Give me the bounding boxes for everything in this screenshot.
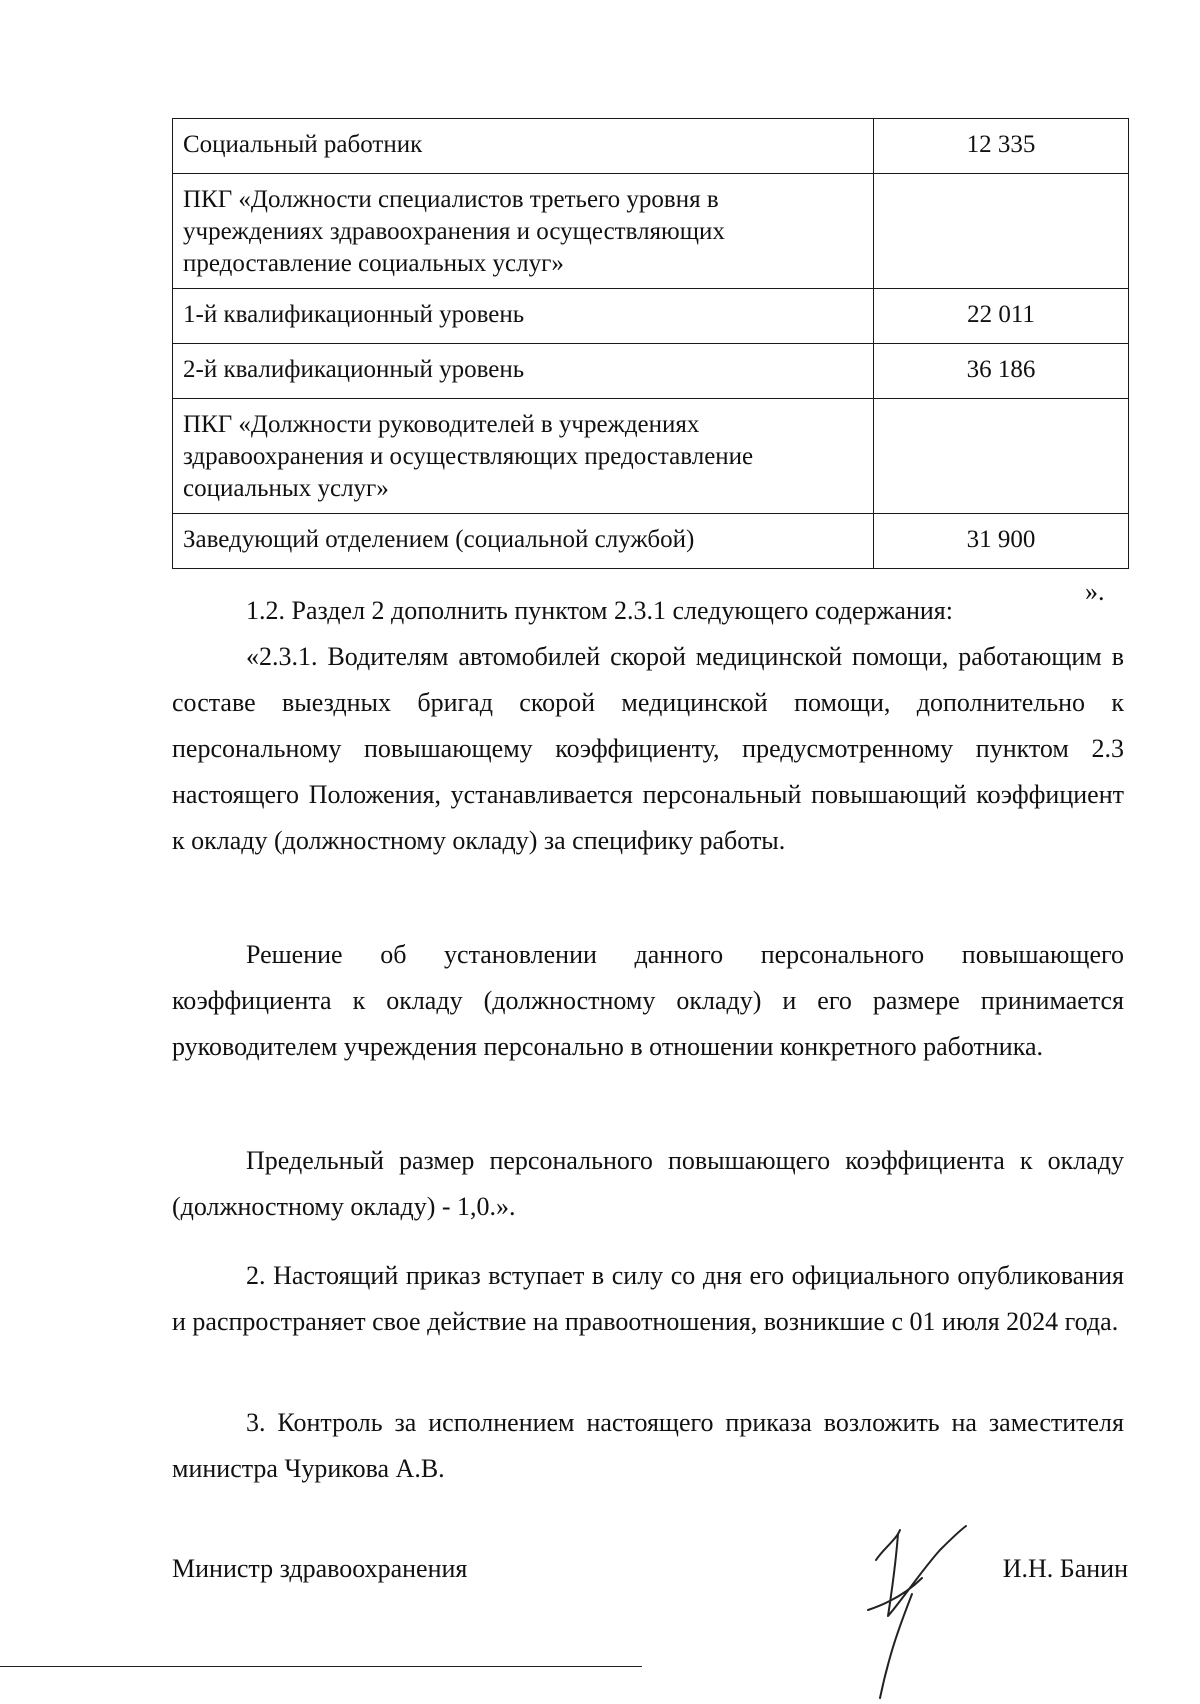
table-row (173, 289, 1129, 344)
signature-row (172, 1554, 1128, 1594)
table-row-group-header (173, 399, 1129, 514)
position-name: 1-й квалификационный уровень (173, 289, 874, 344)
table-row (173, 514, 1129, 569)
salary-value: 12 335 (874, 119, 1129, 174)
salary-value: 36 186 (874, 344, 1129, 399)
salary-value: 31 900 (874, 514, 1129, 569)
group-name: ПКГ «Должности руководителей в учреждениях здравоохранения и осуществляющих предоставление социальных услуг» (173, 399, 874, 514)
paragraph-effective-date: 2. Настоящий приказ вступает в силу со дня его официального опубликования и распространяет свое действие на правоотношения, возникшие с 01 июля 2024 года. (172, 1261, 1124, 1336)
minister-title: Министр здравоохранения (172, 1554, 468, 1583)
salary-value: 22 011 (874, 289, 1129, 344)
position-name: Заведующий отделением (социальной службой) (173, 514, 874, 569)
salary-table (172, 118, 1129, 569)
salary-value (874, 399, 1129, 514)
table-row (173, 344, 1129, 399)
paragraph-1-2: 1.2. Раздел 2 дополнить пунктом 2.3.1 следующего содержания: (246, 596, 953, 625)
position-name: Социальный работник (173, 119, 874, 174)
table-row-group-header (173, 174, 1129, 289)
signature-block (172, 1158, 1128, 1218)
salary-value (874, 174, 1129, 289)
paragraph-limit: Предельный размер персонального повышающего коэффициента к окладу (должностному окладу) - 1,0.». (172, 1146, 1124, 1221)
position-name: 2-й квалификационный уровень (173, 344, 874, 399)
minister-name: И.Н. Банин (1002, 1554, 1128, 1583)
table-row (173, 119, 1129, 174)
footer-divider (0, 1666, 642, 1667)
group-name: ПКГ «Должности специалистов третьего уровня в учреждениях здравоохранения и осуществляющих предоставление социальных услуг» (173, 174, 874, 289)
handwritten-signature (862, 1520, 972, 1704)
closing-quote: ». (1085, 577, 1105, 606)
paragraph-control: 3. Контроль за исполнением настоящего приказа возложить на заместителя министра Чурикова А.В. (172, 1408, 1124, 1483)
paragraph-decision: Решение об установлении данного персонального повышающего коэффициента к окладу (должностному окладу) и его размере принимается руководителем учреждения персонально в отношении конкретного работника. (172, 940, 1124, 1061)
paragraph-2-3-1: «2.3.1. Водителям автомобилей скорой медицинской помощи, работающим в составе выездных бригад скорой медицинской помощи, дополнительно к персональному повышающему коэффициенту, предусмотренному пунктом 2.3 настоящего Положения, устанавливается персональный повышающий коэффициент к окладу (должностному окладу) за специфику работы. (172, 642, 1124, 855)
